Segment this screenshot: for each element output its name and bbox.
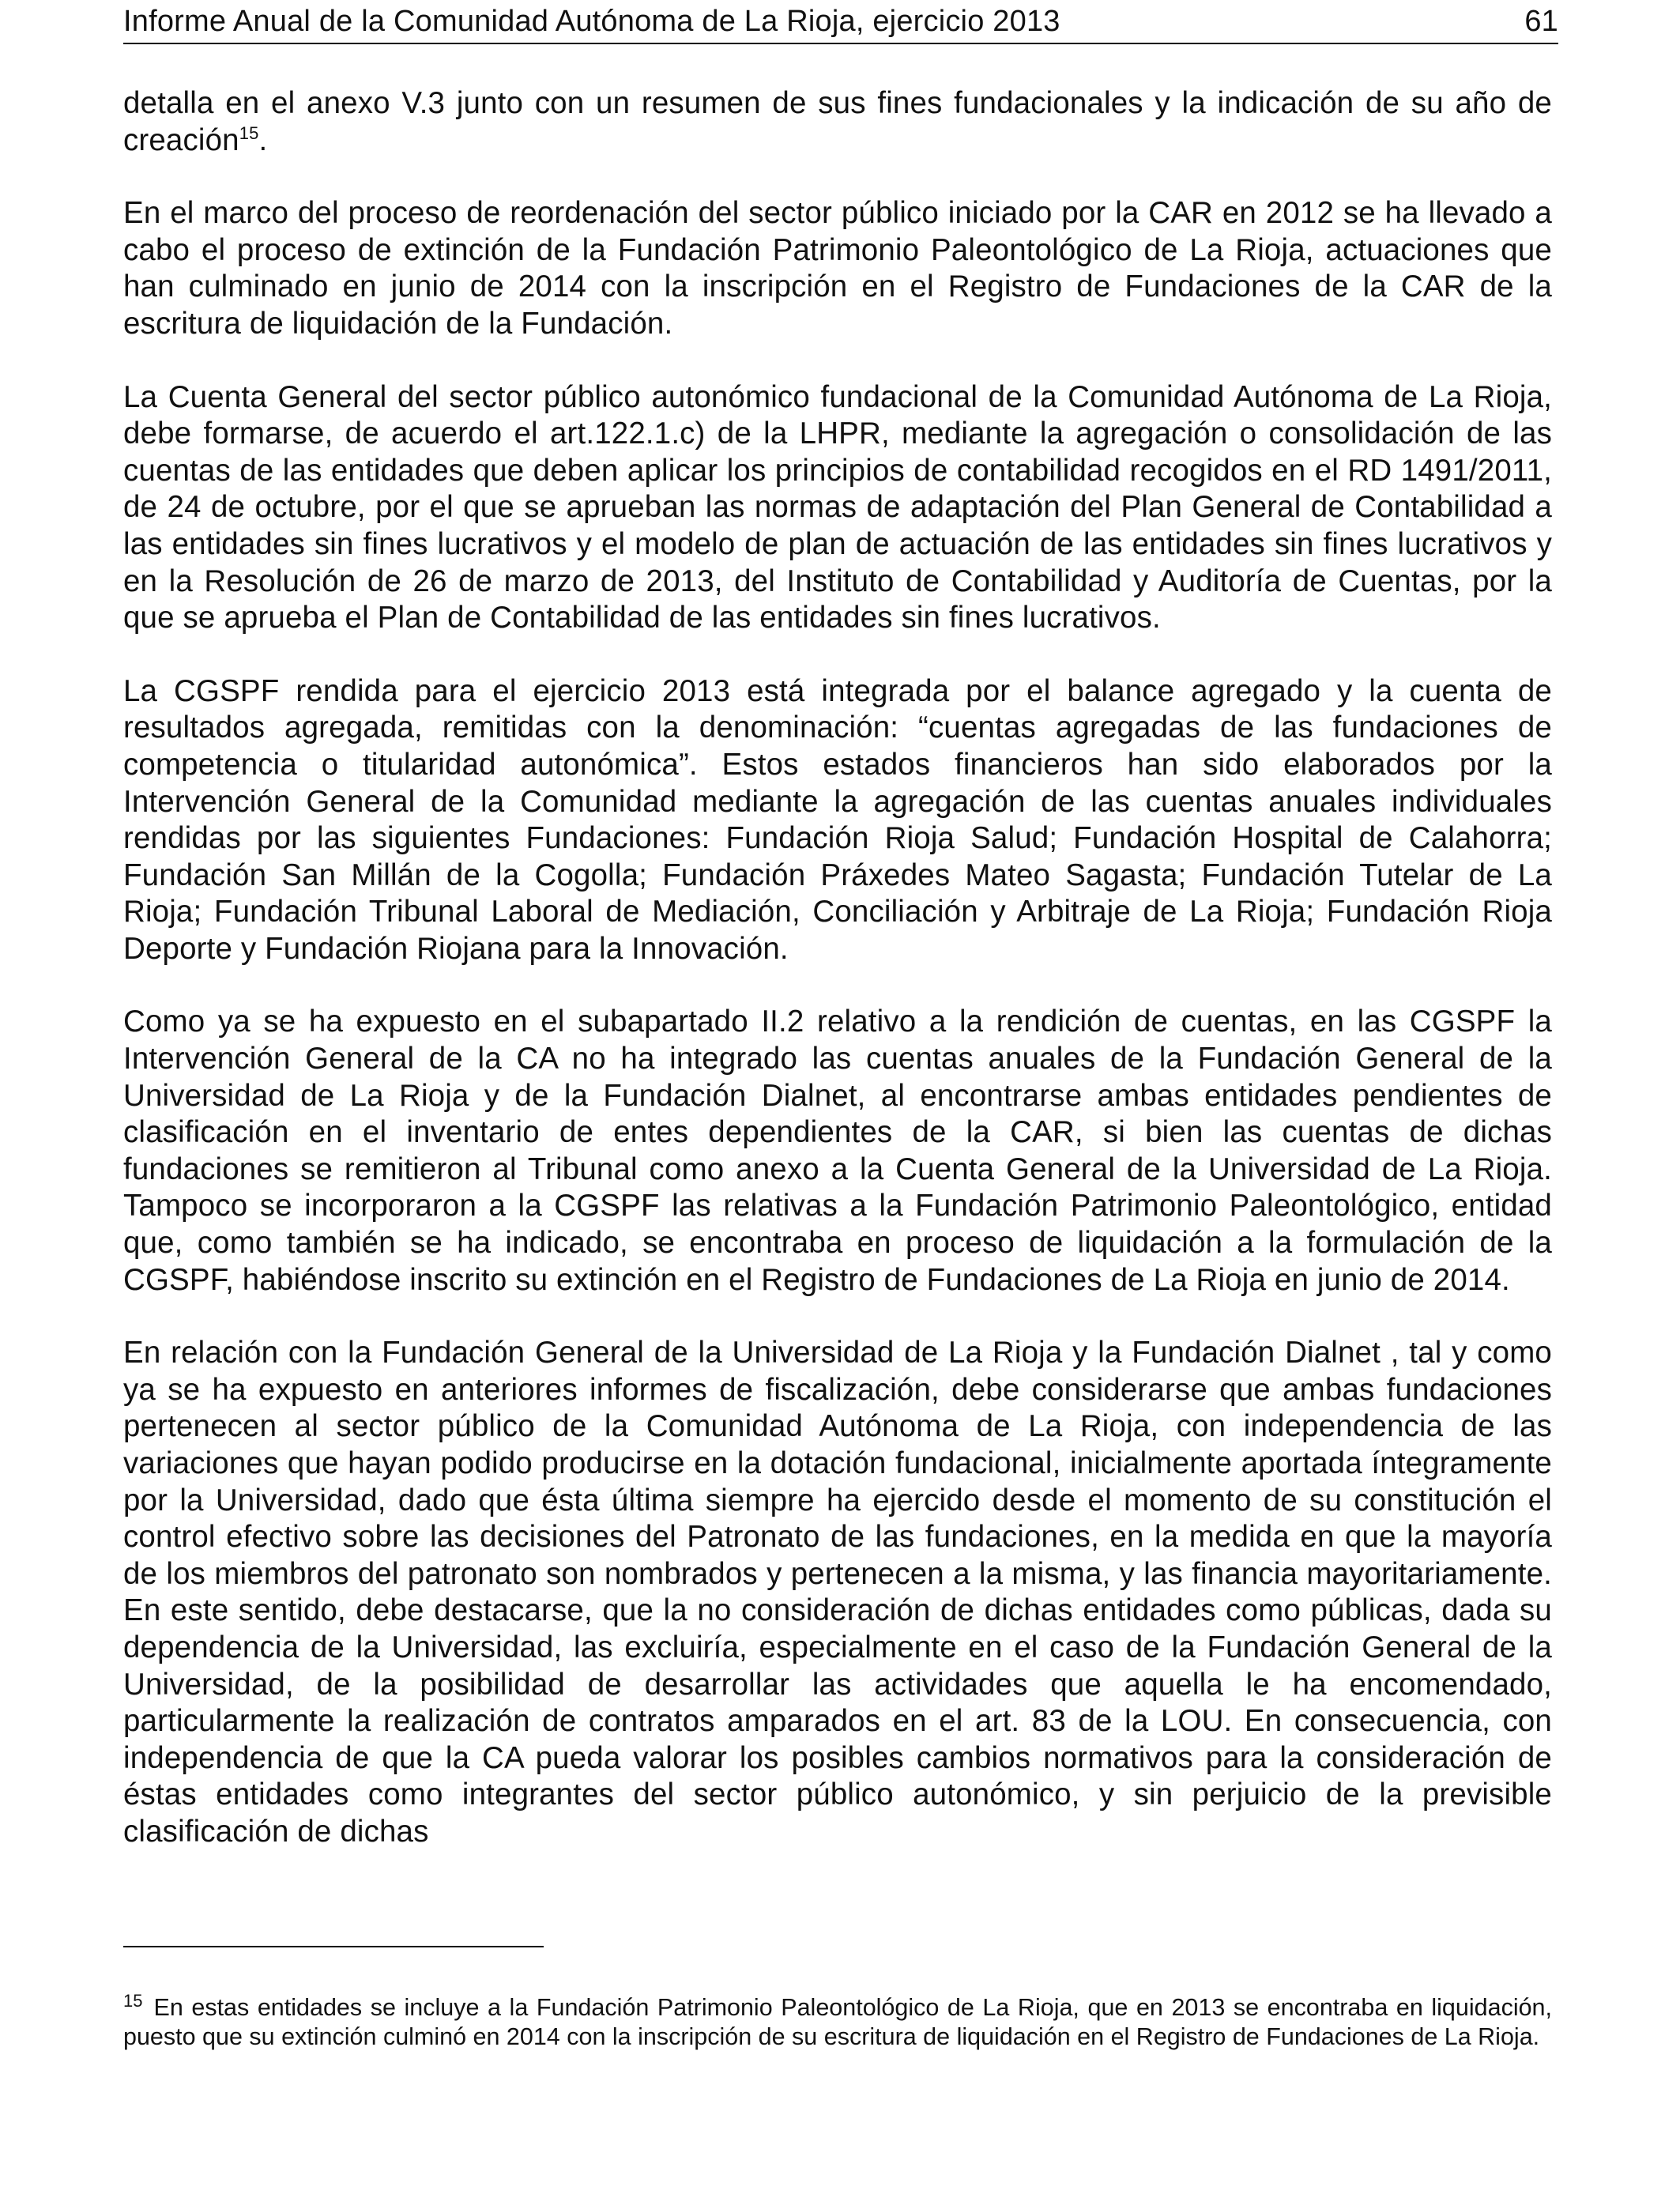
paragraph-3: La Cuenta General del sector público autonómico fundacional de la Comunidad Autónoma de La Rioja, debe formarse, de acuerdo el art.122.1.c) de la LHPR, mediante la agregación o consolidación de las cuentas de las entidades que deben aplicar los principios de contabilidad recogidos en el RD 1491/2011, de 24 de octubre, por el que se aprueban las normas de adaptación del Plan General de Contabilidad a las entidades sin fines lucrativos y el modelo de plan de actuación de las entidades sin fines lucrativos y en la Resolución de 26 de marzo de 2013, del Instituto de Contabilidad y Auditoría de Cuentas, por la que se aprueba el Plan de Contabilidad de las entidades sin fines lucrativos. bbox=[123, 379, 1552, 635]
footnote-reference[interactable]: 15 bbox=[239, 123, 259, 143]
paragraph-1-tail: . bbox=[258, 123, 268, 157]
paragraph-6: En relación con la Fundación General de la Universidad de La Rioja y la Fundación Dialnet , tal y como ya se ha expuesto en anteriores informes de fiscalización, debe considerarse que ambas fundaciones pertenecen al sector público de la Comunidad Autónoma de La Rioja, con independencia de las variaciones que hayan podido producirse en la dotación fundacional, inicialmente aportada íntegramente por la Universidad, dado que ésta última siempre ha ejercido desde el momento de su constitución el control efectivo sobre las decisiones del Patronato de las fundaciones, en la medida en que la mayoría de los miembros del patronato son nombrados y pertenecen a la misma, y las financia mayoritariamente. En este sentido, debe destacarse, que la no consideración de dichas entidades como públicas, dada su dependencia de la Universidad, las excluiría, especialmente en el caso de la Fundación General de la Universidad, de la posibilidad de desarrollar las actividades que aquella le ha encomendado, particularmente la realización de contratos amparados en el art. 83 de la LOU. En consecuencia, con independencia de que la CA pueda valorar los posibles cambios normativos para la consideración de éstas entidades como integrantes del sector público autonómico, y sin perjuicio de la previsible clasificación de dichas bbox=[123, 1336, 1552, 1849]
paragraph-4: La CGSPF rendida para el ejercicio 2013 está integrada por el balance agregado y la cuenta de resultados agregada, remitidas con la denominación: “cuentas agregadas de las fundaciones de competencia o titularidad autonómica”. Estos estados financieros han sido elaborados por la Intervención General de la Comunidad mediante la agregación de las cuentas anuales individuales rendidas por las siguientes Fundaciones: Fundación Rioja Salud; Fundación Hospital de Calahorra; Fundación San Millán de la Cogolla; Fundación Práxedes Mateo Sagasta; Fundación Tutelar de La Rioja; Fundación Tribunal Laboral de Mediación, Conciliación y Arbitraje de La Rioja; Fundación Rioja Deporte y Fundación Riojana para la Innovación. bbox=[123, 673, 1552, 966]
paragraph-1-text: detalla en el anexo V.3 junto con un resumen de sus fines fundacionales y la indicación de su año de creación bbox=[123, 86, 1552, 157]
paragraph-1 bbox=[123, 85, 1552, 159]
page-number: 61 bbox=[1524, 5, 1558, 38]
body-text bbox=[123, 85, 1552, 1887]
footnote-separator bbox=[123, 1946, 544, 1947]
header-title: Informe Anual de la Comunidad Autónoma de La Rioja, ejercicio 2013 bbox=[123, 5, 1060, 38]
footnote bbox=[123, 1990, 1552, 2052]
paragraph-2: En el marco del proceso de reordenación del sector público iniciado por la CAR en 2012 se ha llevado a cabo el proceso de extinción de la Fundación Patrimonio Paleontológico de La Rioja, actuaciones que han culminado en junio de 2014 con la inscripción en el Registro de Fundaciones de la CAR de la escritura de liquidación de la Fundación. bbox=[123, 196, 1552, 341]
running-header bbox=[123, 0, 1558, 44]
footnote-number: 15 bbox=[123, 1990, 143, 2011]
footnote-text: En estas entidades se incluye a la Fundación Patrimonio Paleontológico de La Rioja, que en 2013 se encontraba en liquidación, puesto que su extinción culminó en 2014 con la inscripción de su escritura de liquidación en el Registro de Fundaciones de La Rioja. bbox=[123, 1994, 1552, 2050]
paragraph-5: Como ya se ha expuesto en el subapartado II.2 relativo a la rendición de cuentas, en las CGSPF la Intervención General de la CA no ha integrado las cuentas anuales de la Fundación General de la Universidad de La Rioja y de la Fundación Dialnet, al encontrarse ambas entidades pendientes de clasificación en el inventario de entes dependientes de la CAR, si bien las cuentas de dichas fundaciones se remitieron al Tribunal como anexo a la Cuenta General de la Universidad de La Rioja. Tampoco se incorporaron a la CGSPF las relativas a la Fundación Patrimonio Paleontológico, entidad que, como también se ha indicado, se encontraba en proceso de liquidación a la formulación de la CGSPF, habiéndose inscrito su extinción en el Registro de Fundaciones de La Rioja en junio de 2014. bbox=[123, 1005, 1552, 1297]
